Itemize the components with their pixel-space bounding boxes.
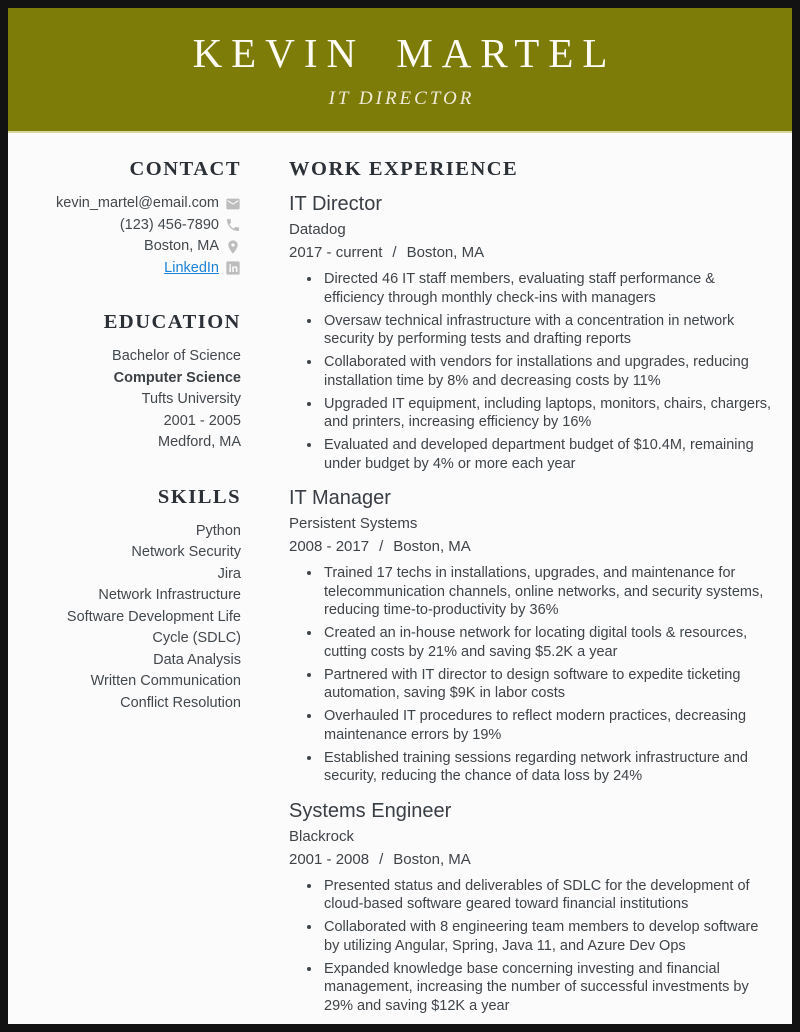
education-degree: Bachelor of Science bbox=[112, 348, 241, 364]
education-years: 2001 - 2005 bbox=[163, 412, 241, 429]
skill-item: Python bbox=[195, 522, 241, 539]
job-location: Boston, MA bbox=[406, 244, 485, 261]
job-entry-2 bbox=[289, 487, 774, 786]
contact-linkedin-row bbox=[38, 258, 241, 280]
job-company: Datadog bbox=[289, 221, 346, 238]
contact-location-value: Boston, MA bbox=[144, 238, 219, 254]
job-dates-location bbox=[289, 538, 774, 555]
job-title: IT Director bbox=[289, 193, 382, 215]
skill-item: Written Communication bbox=[90, 673, 241, 689]
job-bullet-list bbox=[289, 270, 774, 473]
skill-item: Conflict Resolution bbox=[120, 694, 241, 711]
candidate-job-title: IT DIRECTOR bbox=[328, 88, 475, 109]
job-company: Blackrock bbox=[289, 827, 355, 845]
dates-separator: / bbox=[392, 244, 397, 261]
job-bullet: • Partnered with IT director to design software to expedite ticketing automation, saving $9K in labor costs bbox=[322, 666, 774, 703]
education-section bbox=[38, 311, 241, 454]
content-columns bbox=[8, 133, 792, 1020]
skill-item: Jira bbox=[217, 565, 241, 582]
job-title: Systems Engineer bbox=[289, 799, 452, 822]
linkedin-icon bbox=[225, 260, 241, 276]
job-bullet: • Evaluated and developed department budget of $10.4M, remaining under budget by 4% or more each year bbox=[322, 436, 774, 473]
job-dates-location bbox=[289, 244, 774, 261]
skill-item: Network Infrastructure bbox=[98, 587, 241, 603]
contact-phone-row bbox=[38, 215, 241, 237]
job-bullet-list bbox=[289, 564, 774, 786]
contact-section bbox=[38, 158, 241, 279]
education-location: Medford, MA bbox=[158, 434, 241, 450]
job-location: Boston, MA bbox=[393, 850, 471, 868]
job-bullet: • Collaborated with vendors for installations and upgrades, reducing installation time by 8% and decreasing costs by 11% bbox=[322, 353, 774, 390]
job-dates: 2017 - current bbox=[289, 244, 383, 261]
job-bullet: • Upgraded IT equipment, including laptops, monitors, chairs, chargers, and printers, increasing efficiency by 16% bbox=[322, 395, 774, 432]
work-experience-heading: WORK EXPERIENCE bbox=[289, 158, 519, 180]
job-dates-location bbox=[289, 851, 774, 868]
skill-item: Network Security bbox=[131, 544, 241, 560]
contact-location-row bbox=[38, 236, 241, 258]
dates-separator: / bbox=[379, 850, 384, 868]
job-bullet-list bbox=[289, 877, 774, 1016]
job-title: IT Manager bbox=[289, 487, 391, 509]
skills-heading: SKILLS bbox=[157, 485, 241, 508]
contact-email-row bbox=[38, 193, 241, 215]
job-entry-1 bbox=[289, 193, 774, 473]
job-entry-3 bbox=[289, 800, 774, 1016]
candidate-name: KEVIN MARTEL bbox=[192, 30, 617, 76]
linkedin-link[interactable]: LinkedIn bbox=[164, 259, 219, 276]
location-pin-icon bbox=[225, 239, 241, 255]
job-bullet: • Trained 17 techs in installations, upgrades, and maintenance for telecommunication channels, online networks, and security systems, reducing time-to-productivity by 36% bbox=[322, 564, 774, 620]
sidebar bbox=[38, 158, 241, 1020]
work-experience-column bbox=[289, 158, 776, 1020]
job-location: Boston, MA bbox=[393, 538, 471, 555]
contact-heading: CONTACT bbox=[129, 158, 241, 180]
education-school: Tufts University bbox=[141, 391, 241, 407]
job-bullet: • Presented status and deliverables of SDLC for the development of cloud-based software geared toward financial institutions bbox=[322, 877, 774, 914]
dates-separator: / bbox=[379, 538, 384, 555]
job-bullet: • Directed 46 IT staff members, evaluating staff performance & efficiency through monthly check-ins with managers bbox=[322, 270, 774, 307]
header-band bbox=[8, 8, 792, 133]
job-bullet: • Established training sessions regarding network infrastructure and security, reducing the chance of data loss by 24% bbox=[322, 749, 774, 786]
envelope-icon bbox=[225, 196, 241, 212]
job-company: Persistent Systems bbox=[289, 515, 418, 532]
education-heading: EDUCATION bbox=[103, 311, 241, 333]
job-dates: 2008 - 2017 bbox=[289, 538, 370, 555]
skill-item: Software Development Life Cycle (SDLC) bbox=[66, 608, 241, 646]
skill-item: Data Analysis bbox=[153, 651, 241, 668]
job-dates: 2001 - 2008 bbox=[289, 850, 370, 868]
job-bullet: • Expanded knowledge base concerning investing and financial management, increasing the number of successful investments by 29% and saving $12K a year bbox=[322, 960, 774, 1016]
skills-section bbox=[38, 486, 241, 715]
phone-icon bbox=[225, 217, 241, 233]
job-bullet: • Oversaw technical infrastructure with a concentration in network security by performing tests and drafting reports bbox=[322, 312, 774, 349]
job-bullet: • Overhauled IT procedures to reflect modern practices, decreasing maintenance errors by 19% bbox=[322, 707, 774, 744]
skills-list bbox=[38, 521, 241, 715]
job-bullet: • Collaborated with 8 engineering team members to develop software by utilizing Angular, Spring, Java 11, and Azure Dev Ops bbox=[322, 918, 774, 955]
job-bullet: • Created an in-house network for locating digital tools & resources, cutting costs by 21% and saving $5.2K a year bbox=[322, 624, 774, 661]
education-major: Computer Science bbox=[113, 369, 241, 386]
contact-email-value: kevin_martel@email.com bbox=[56, 195, 219, 211]
contact-phone-value: (123) 456-7890 bbox=[119, 216, 219, 233]
